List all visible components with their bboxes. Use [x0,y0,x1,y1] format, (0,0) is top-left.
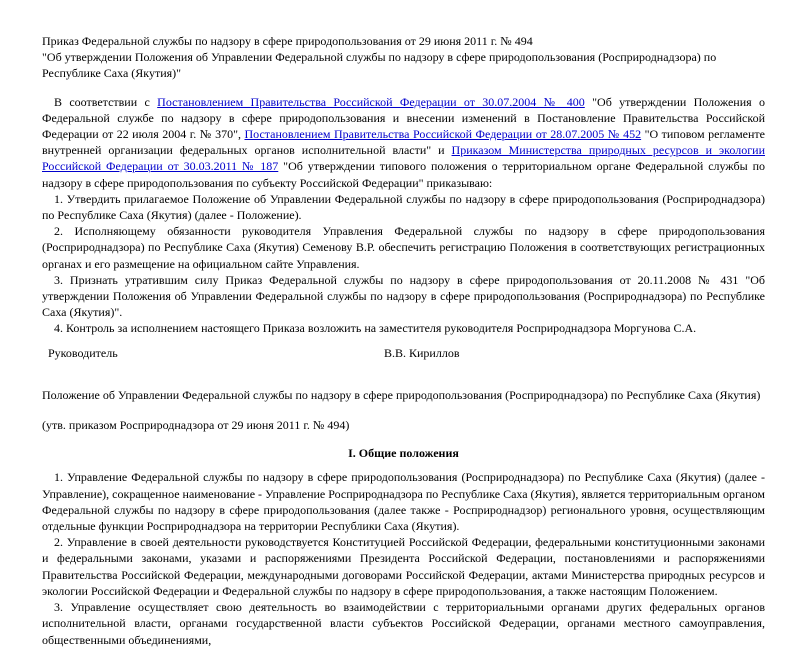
order-item-2: 2. Исполняющему обязанности руководителя Управления Федеральной службы по надзору в сфере природопользования (Росприроднадзора) по Республике Саха (Якутия) Семенову В.Р. обеспечить регистрацию Положения в соответствующих регистрационных органах и его размещение на официальном сайте Управления. [42,224,765,271]
intro-text-4: "Об утверждении типового положения о территориальном органе Федеральной службы по надзору в сфере природопользования по субъекту Российской Федерации" приказываю: [42,159,766,190]
signature-name: В.В. Кириллов [384,345,460,360]
regulation-paragraph-3: 3. Управление осуществляет свою деятельность во взаимодействии с территориальными органами других федеральных органов исполнительной власти, органами государственной власти субъектов Российской Федерации, органами местного самоуправления, общественными объединениями, [42,600,765,647]
link-resolution-400[interactable]: Постановлением Правительства Российской Федерации от 30.07.2004 № 400 [157,94,585,109]
section-heading: I. Общие положения [348,446,459,461]
signature-role: Руководитель [48,345,118,360]
intro-text-2: "Об утверждении Положения о Федеральной службе по надзору в сфере природопользования и внесении изменений в Постановление Правительства Российской Федерации от 22 июля 2004 г. № 370", [42,94,766,142]
regulation-paragraph-2: 2. Управление в своей деятельности руководствуется Конституцией Российской Федерации, федеральными конституционными законами и федеральными законами, указами и распоряжениями Президента Российской Федерации, постановлениями и распоряжениями Правительства Российской Федерации, международными договорами Российской Федерации, актами Министерства природных ресурсов и экологии Российской Федерации и Федеральной службы по надзору в сфере природопользования, а также настоящим Положением. [42,535,765,598]
intro-paragraph [42,94,765,191]
order-item-3: 3. Признать утратившим силу Приказ Федеральной службы по надзору в сфере природопользования от 20.11.2008 № 431 "Об утверждении Положения об Управлении Федеральной службы по надзору в сфере природопользования (Росприроднадзора) по Республике Саха (Якутия)". [42,272,765,320]
link-resolution-452[interactable]: Постановлением Правительства Российской Федерации от 28.07.2005 № 452 [244,127,642,142]
intro-text-1: В соответствии с [54,94,158,109]
link-order-187[interactable]: Приказом Министерства природных ресурсов и экологии Российской Федерации от 30.03.2011 № 187 [42,143,765,174]
regulation-title: Положение об Управлении Федеральной службы по надзору в сфере природопользования (Росприроднадзора) по Республике Саха (Якутия) [42,387,761,402]
order-title: Приказ Федеральной службы по надзору в сфере природопользования от 29 июня 2011 г. № 494 [42,34,533,48]
intro-text-3: "О типовом регламенте внутренней организации федеральных органов исполнительной власти" и [42,127,765,158]
order-item-4: 4. Контроль за исполнением настоящего Приказа возложить на заместителя руководителя Росприроднадзора Моргунова С.А. [54,321,697,336]
regulation-approval: (утв. приказом Росприроднадзора от 29 июня 2011 г. № 494) [42,418,350,433]
signature-block [48,345,765,361]
order-subtitle: "Об утверждении Положения об Управлении Федеральной службы по надзору в сфере природопользования (Росприроднадзора) по Республике Саха (Якутия)" [42,50,717,81]
order-item-1: 1. Утвердить прилагаемое Положение об Управлении Федеральной службы по надзору в сфере природопользования (Росприроднадзора) по Республике Саха (Якутия) (далее - Положение). [42,191,765,223]
regulation-paragraph-1: 1. Управление Федеральной службы по надзору в сфере природопользования (Росприроднадзора) по Республике Саха (Якутия) (далее - Управление), сокращенное наименование - Управление Росприроднадзора по Республике Саха (Якутия), является территориальным органом Федеральной службы по надзору в сфере природопользования (далее также - Росприроднадзор) регионального уровня, осуществляющим отдельные функции Росприроднадзора на территории Республики Саха (Якутия). [42,470,766,534]
